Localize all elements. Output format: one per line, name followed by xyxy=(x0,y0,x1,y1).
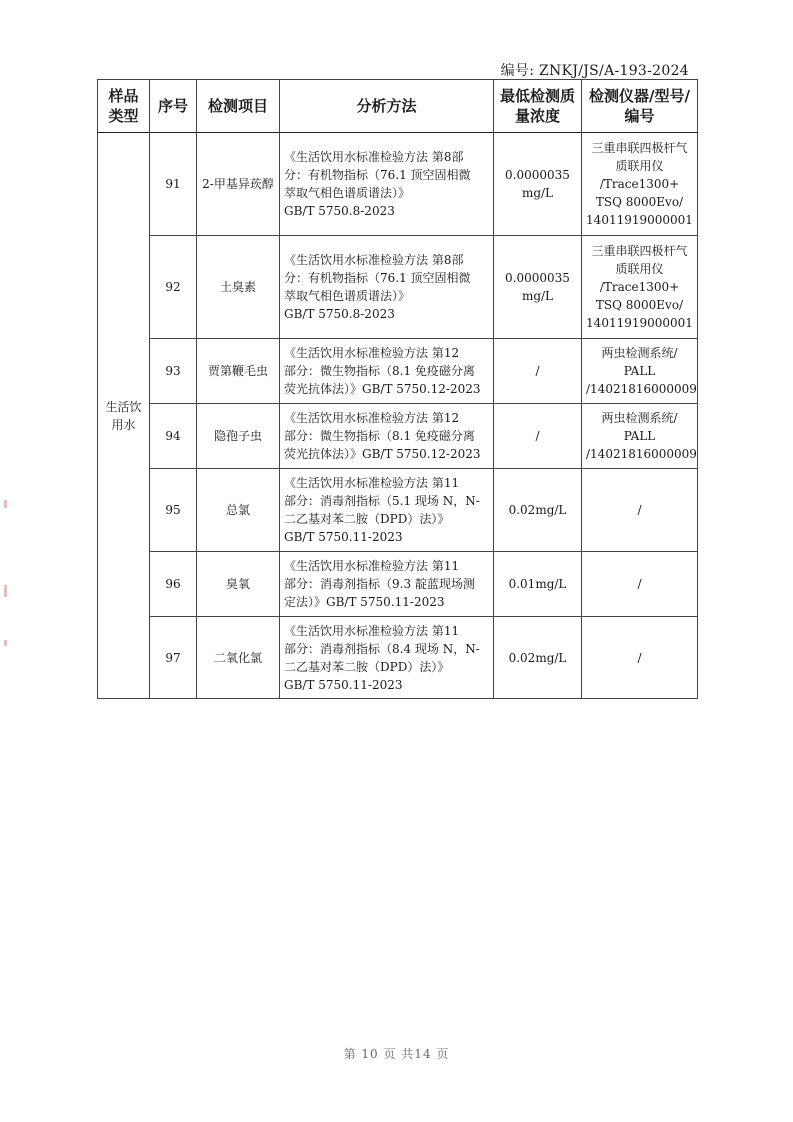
method-cell-line: 二乙基对苯二胺（DPD）法）》 xyxy=(284,659,450,674)
item-cell: 总氯 xyxy=(197,469,280,552)
seq-cell: 93 xyxy=(150,339,197,404)
method-cell-line: 《生活饮用水标准检验方法 第11 xyxy=(284,623,460,638)
header-method: 分析方法 xyxy=(280,80,494,133)
header-instrument: 检测仪器/型号/编号 xyxy=(582,80,698,133)
instrument-cell-line: 14011919000001 xyxy=(586,213,693,227)
method-cell xyxy=(280,552,494,617)
item-cell: 二氧化氯 xyxy=(197,617,280,699)
limit-cell-line: 0.0000035 xyxy=(505,271,570,285)
item-cell: 隐孢子虫 xyxy=(197,404,280,469)
scan-edge-mark xyxy=(4,585,7,597)
limit-cell xyxy=(494,469,582,552)
instrument-cell xyxy=(582,617,698,699)
limit-cell xyxy=(494,133,582,236)
seq-cell: 94 xyxy=(150,404,197,469)
instrument-cell-line: 质联用仪 xyxy=(615,262,664,276)
method-cell-line: 萃取气相色谱质谱法）》 xyxy=(284,289,411,303)
limit-cell-line: / xyxy=(535,364,540,378)
method-cell-line: 《生活饮用水标准检验方法 第8部 xyxy=(284,253,464,267)
scan-edge-mark xyxy=(4,640,7,646)
method-cell-line: GB/T 5750.8-2023 xyxy=(284,204,395,218)
method-cell-line: 部分：消毒剂指标（5.1 现场 N，N- xyxy=(284,494,480,508)
limit-cell xyxy=(494,617,582,699)
header-sample-type: 样品类型 xyxy=(98,80,150,133)
method-cell-line: 《生活饮用水标准检验方法 第11 xyxy=(284,559,460,573)
limit-cell-line: mg/L xyxy=(521,186,554,200)
instrument-cell-line: /14021816000009 xyxy=(586,382,697,396)
instrument-cell-line: PALL xyxy=(623,364,656,378)
method-cell-line: GB/T 5750.11-2023 xyxy=(284,677,403,692)
limit-cell-line: mg/L xyxy=(521,289,554,303)
method-cell-line: 荧光抗体法）》GB/T 5750.12-2023 xyxy=(284,382,481,396)
seq-cell: 96 xyxy=(150,552,197,617)
instrument-cell xyxy=(582,339,698,404)
instrument-cell xyxy=(582,404,698,469)
method-cell xyxy=(280,133,494,236)
instrument-cell xyxy=(582,469,698,552)
limit-cell xyxy=(494,404,582,469)
method-cell-line: 部分：微生物指标（8.1 免疫磁分离 xyxy=(284,364,475,378)
scan-edge-mark xyxy=(4,500,7,508)
item-cell: 土臭素 xyxy=(197,236,280,339)
instrument-cell xyxy=(582,133,698,236)
instrument-cell-line: 两虫检测系统/ xyxy=(601,346,678,360)
document-code: 编号: ZNKJ/JS/A-193-2024 xyxy=(500,63,689,79)
table-body xyxy=(98,133,698,699)
instrument-cell-line: 14011919000001 xyxy=(586,316,693,330)
method-cell-line: 部分：消毒剂指标（8.4 现场 N，N- xyxy=(284,641,480,656)
instrument-cell-line: TSQ 8000Evo/ xyxy=(595,195,684,209)
instrument-cell-line: 三重串联四极杆气 xyxy=(591,244,688,258)
table-header-row xyxy=(98,80,698,133)
method-cell xyxy=(280,617,494,699)
instrument-cell-line: 三重串联四极杆气 xyxy=(591,141,688,155)
instrument-cell-line: / xyxy=(637,577,642,591)
header-limit: 最低检测质量浓度 xyxy=(494,80,582,133)
limit-cell-line: 0.02mg/L xyxy=(508,503,567,517)
header-seq: 序号 xyxy=(150,80,197,133)
instrument-cell-line: / xyxy=(637,503,642,517)
seq-cell: 92 xyxy=(150,236,197,339)
limit-cell xyxy=(494,339,582,404)
limit-cell-line: 0.01mg/L xyxy=(508,577,567,591)
instrument-cell-line: PALL xyxy=(623,429,656,443)
header-item: 检测项目 xyxy=(197,80,280,133)
limit-cell-line: 0.0000035 xyxy=(505,168,570,182)
method-cell xyxy=(280,404,494,469)
limit-cell xyxy=(494,552,582,617)
method-cell-line: 《生活饮用水标准检验方法 第11 xyxy=(284,476,460,490)
method-cell-line: GB/T 5750.11-2023 xyxy=(284,530,403,544)
instrument-cell-line: 两虫检测系统/ xyxy=(601,411,678,425)
instrument-cell xyxy=(582,552,698,617)
table-row xyxy=(98,339,698,404)
table-row xyxy=(98,469,698,552)
method-cell-line: 部分：消毒剂指标（9.3 靛蓝现场测 xyxy=(284,577,475,591)
method-cell-line: 分：有机物指标（76.1 顶空固相微 xyxy=(284,168,471,182)
seq-cell: 91 xyxy=(150,133,197,236)
method-cell-line: 二乙基对苯二胺（DPD）法）》 xyxy=(284,512,450,526)
limit-cell-line: / xyxy=(535,429,540,443)
table-row xyxy=(98,236,698,339)
instrument-cell-line: / xyxy=(637,650,642,665)
instrument-cell-line: 质联用仪 xyxy=(615,159,664,173)
instrument-cell-line: TSQ 8000Evo/ xyxy=(595,298,684,312)
limit-cell-line: 0.02mg/L xyxy=(508,650,567,665)
method-cell-line: 定法）》GB/T 5750.11-2023 xyxy=(284,595,445,609)
method-cell-line: 萃取气相色谱质谱法）》 xyxy=(284,186,411,200)
test-methods-table xyxy=(97,79,698,699)
method-cell-line: 分：有机物指标（76.1 顶空固相微 xyxy=(284,271,471,285)
method-cell xyxy=(280,236,494,339)
table-row xyxy=(98,404,698,469)
table-row xyxy=(98,617,698,699)
item-cell: 臭氧 xyxy=(197,552,280,617)
instrument-cell xyxy=(582,236,698,339)
limit-cell xyxy=(494,236,582,339)
table-row xyxy=(98,133,698,236)
instrument-cell-line: /Trace1300+ xyxy=(599,177,680,191)
seq-cell: 95 xyxy=(150,469,197,552)
method-cell-line: GB/T 5750.8-2023 xyxy=(284,307,395,321)
method-cell-line: 部分：微生物指标（8.1 免疫磁分离 xyxy=(284,429,475,443)
instrument-cell-line: /Trace1300+ xyxy=(599,280,680,294)
sample-category-cell: 生活饮用水 xyxy=(98,133,150,699)
method-cell xyxy=(280,339,494,404)
method-cell-line: 《生活饮用水标准检验方法 第8部 xyxy=(284,150,464,164)
method-cell-line: 《生活饮用水标准检验方法 第12 xyxy=(284,346,460,360)
method-cell-line: 《生活饮用水标准检验方法 第12 xyxy=(284,411,460,425)
method-cell xyxy=(280,469,494,552)
method-cell-line: 荧光抗体法）》GB/T 5750.12-2023 xyxy=(284,447,481,461)
item-cell: 2-甲基异莰醇 xyxy=(197,133,280,236)
instrument-cell-line: /14021816000009 xyxy=(586,447,697,461)
seq-cell: 97 xyxy=(150,617,197,699)
table-row xyxy=(98,552,698,617)
item-cell: 贾第鞭毛虫 xyxy=(197,339,280,404)
page-number: 第 10 页 共14 页 xyxy=(343,1047,450,1061)
